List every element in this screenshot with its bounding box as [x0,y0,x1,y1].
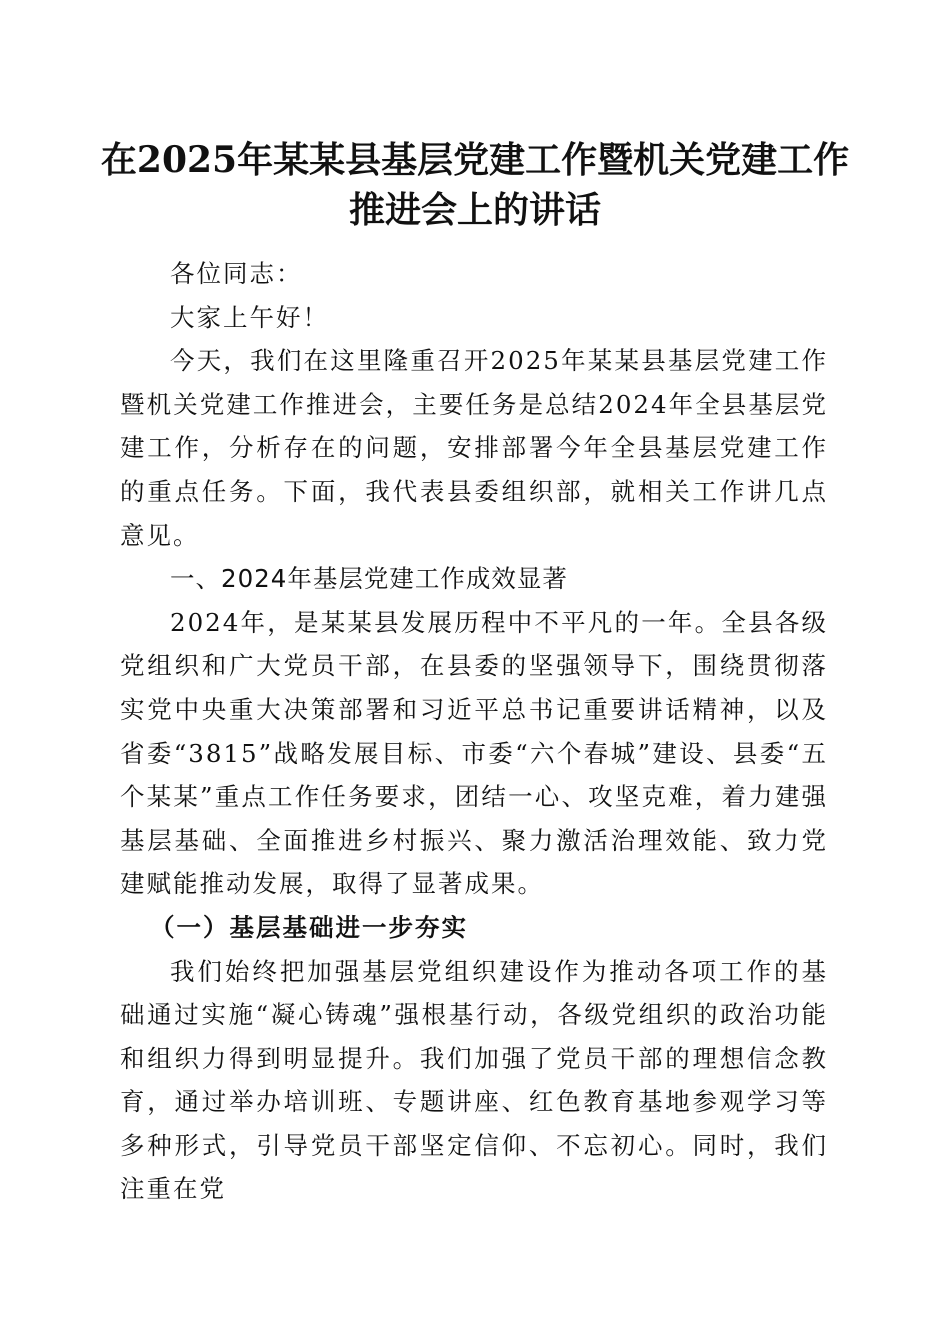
subsection-heading-1: （一）基层基础进一步夯实 [150,912,468,942]
salutation: 各位同志： [170,259,303,288]
subsection-1-paragraph: 我们始终把加强基层党组织建设作为推动各项工作的基础通过实施“凝心铸魂”强根基行动，各级党组织的政治功能和组织力得到明显提升。我们加强了党员干部的理想信念教育，通过举办培训班、专题讲座、红色教育基地参观学习等多种形式，引导党员干部坚定信仰、不忘初心。同时，我们注重在党 [120,956,828,1204]
section-1-paragraph: 2024年，是某某县发展历程中不平凡的一年。全县各级党组织和广大党员干部，在县委的坚强领导下，围绕贯彻落实党中央重大决策部署和习近平总书记重要讲话精神，以及省委“3815”战略发展目标、市委“六个春城”建设、县委“五个某某”重点工作任务要求，团结一心、攻坚克难，着力建强基层基础、全面推进乡村振兴、聚力激活治理效能、致力党建赋能推动发展，取得了显著成果。 [120,607,828,899]
section-heading-1: 一、2024年基层党建工作成效显著 [170,564,568,594]
intro-paragraph: 今天，我们在这里隆重召开2025年某某县基层党建工作暨机关党建工作推进会，主要任务是总结2024年全县基层党建工作，分析存在的问题，安排部署今年全县基层党建工作的重点任务。下面，我代表县委组织部，就相关工作讲几点意见。 [120,346,828,550]
document-body [120,252,828,1211]
greeting: 大家上午好！ [170,302,329,332]
document-title: 在2025年某某县基层党建工作暨机关党建工作推进会上的讲话 [100,139,850,231]
